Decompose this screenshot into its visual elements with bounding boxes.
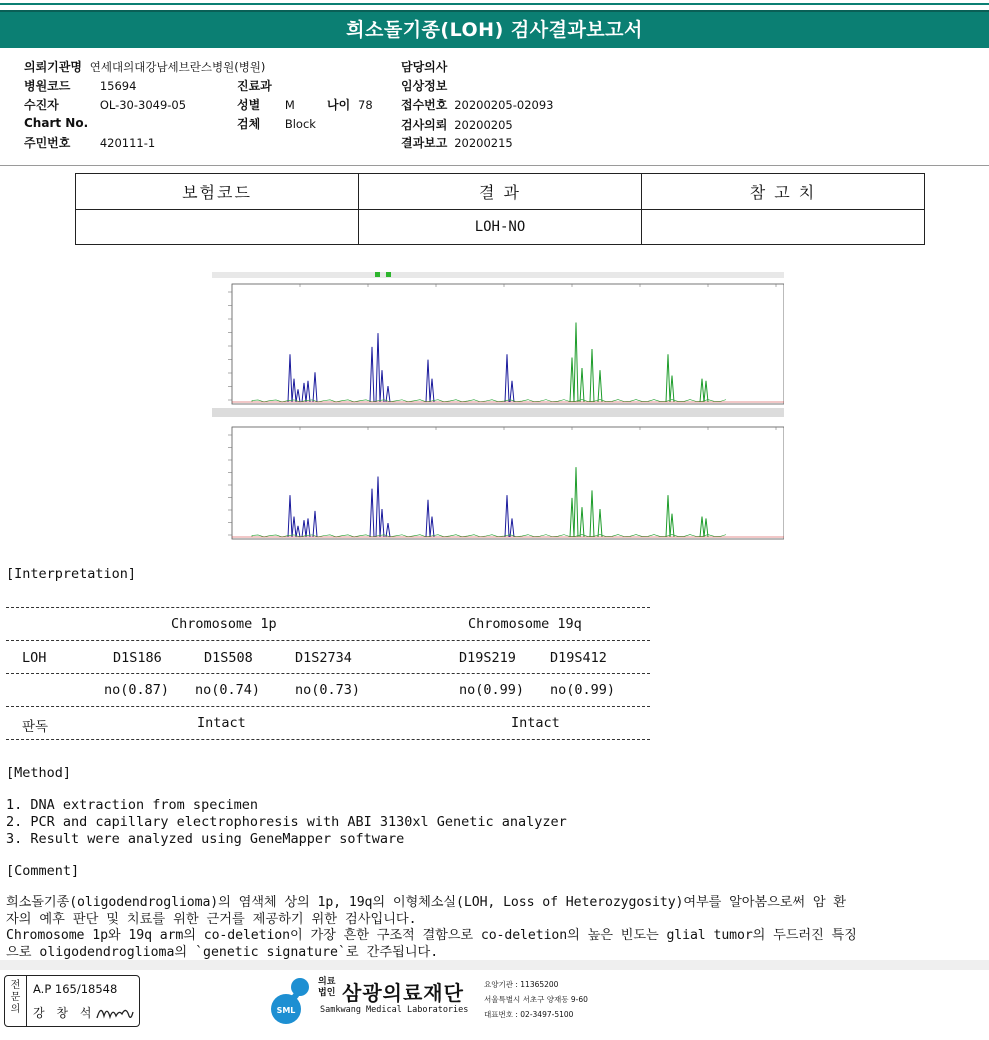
header-value: 연세대의대강남세브란스병원(병원) bbox=[89, 60, 266, 74]
marker-result: no(0.73) bbox=[295, 682, 361, 698]
result-table bbox=[75, 173, 925, 245]
header-label: 임상정보 bbox=[401, 79, 448, 93]
report-title: 희소돌기종(LOH) 검사결과보고서 bbox=[346, 19, 643, 41]
comment-line: 으로 oligodendroglioma의 `genetic signature`로 간주됩니다. bbox=[6, 944, 439, 960]
stamp-license: A.P 165/18548 bbox=[33, 982, 118, 996]
stamp-vertical-text: 전 문 의 bbox=[10, 980, 21, 1015]
marker-result: no(0.99) bbox=[550, 682, 616, 698]
header-label: 검체 bbox=[237, 117, 261, 131]
electropherogram-image bbox=[212, 272, 784, 540]
header-row-patient bbox=[24, 96, 186, 113]
comment-line: 자의 예후 판단 및 치료를 위한 근거를 제공하기 위한 검사입니다. bbox=[6, 911, 417, 927]
divider bbox=[6, 739, 650, 740]
method-item: 3. Result were analyzed using GeneMapper software bbox=[6, 831, 405, 847]
marker-result: no(0.87) bbox=[104, 682, 170, 698]
panel-toolbar bbox=[212, 408, 784, 417]
divider bbox=[6, 673, 650, 674]
header-value: 420111-1 bbox=[99, 136, 156, 150]
interpretation-heading: [Interpretation] bbox=[6, 566, 137, 582]
header-label: 접수번호 bbox=[401, 98, 448, 112]
result-cell: LOH-NO bbox=[359, 210, 642, 245]
header-value: 20200215 bbox=[454, 136, 513, 150]
chromosome-1p-label: Chromosome 1p bbox=[171, 616, 277, 632]
header-row-hospital-code bbox=[24, 77, 136, 94]
header-row-department bbox=[237, 77, 272, 94]
header-row-chart-no bbox=[24, 116, 96, 130]
svg-text:SML: SML bbox=[276, 1006, 296, 1015]
loh-label: LOH bbox=[22, 650, 47, 666]
method-item: 2. PCR and capillary electrophoresis with ABI 3130xl Genetic analyzer bbox=[6, 814, 567, 830]
reading-1p: Intact bbox=[197, 715, 246, 731]
comment-body bbox=[6, 895, 986, 960]
header-label: Chart No. bbox=[24, 116, 89, 130]
header-label: 검사의뢰 bbox=[401, 118, 448, 132]
header-label: 수진자 bbox=[24, 98, 59, 112]
chromosome-19q-label: Chromosome 19q bbox=[468, 616, 582, 632]
toolbar-green-icon bbox=[375, 272, 380, 277]
top-accent-line bbox=[0, 3, 989, 5]
header-row-accession-no bbox=[401, 96, 553, 113]
logo-name: 삼광의료재단 bbox=[342, 981, 464, 1005]
header-value: 15694 bbox=[99, 79, 137, 93]
footer-info: 요양기관 : 11365200 bbox=[484, 980, 559, 989]
specialist-stamp bbox=[4, 975, 140, 1027]
header-label: 담당의사 bbox=[401, 60, 448, 74]
marker-label: D1S2734 bbox=[295, 650, 352, 666]
header-value: Block bbox=[284, 117, 316, 131]
header-row-request-date bbox=[401, 116, 513, 133]
marker-label: D19S412 bbox=[550, 650, 607, 666]
header-label: 병원코드 bbox=[24, 79, 71, 93]
insurance-code-cell bbox=[76, 210, 359, 245]
header-value: M bbox=[284, 98, 295, 112]
marker-label: D19S219 bbox=[459, 650, 516, 666]
header-label: 성별 bbox=[237, 98, 261, 112]
header-row-age bbox=[327, 96, 373, 113]
divider bbox=[6, 607, 650, 608]
header-row-clinical-info bbox=[401, 77, 447, 94]
reading-label: 판독 bbox=[22, 719, 49, 735]
electropherogram-svg bbox=[212, 272, 784, 540]
header-value: 78 bbox=[358, 98, 373, 112]
reference-header: 참 고 치 bbox=[642, 174, 925, 210]
samkwang-logo bbox=[268, 975, 598, 1027]
title-bar bbox=[0, 10, 989, 48]
stamp-name: 강 창 석 bbox=[33, 1006, 96, 1020]
header-label: 결과보고 bbox=[401, 136, 448, 150]
panel-toolbar bbox=[212, 272, 784, 278]
reading-19q: Intact bbox=[511, 715, 560, 731]
logo-english: Samkwang Medical Laboratories bbox=[320, 1005, 469, 1015]
header-label: 주민번호 bbox=[24, 136, 71, 150]
header-row-doctor bbox=[401, 58, 447, 75]
header-row-institution bbox=[24, 58, 265, 75]
marker-label: D1S186 bbox=[113, 650, 162, 666]
header-value: OL-30-3049-05 bbox=[99, 98, 187, 112]
result-header: 결 과 bbox=[359, 174, 642, 210]
toolbar-green-icon bbox=[386, 272, 391, 277]
signature-icon bbox=[95, 1002, 135, 1024]
header-value: 20200205-02093 bbox=[454, 98, 554, 112]
header-divider bbox=[0, 165, 989, 166]
logo-small-text: 의료 법인 bbox=[318, 977, 336, 998]
method-heading: [Method] bbox=[6, 765, 72, 781]
insurance-code-header: 보험코드 bbox=[76, 174, 359, 210]
marker-label: D1S508 bbox=[204, 650, 253, 666]
marker-result: no(0.74) bbox=[195, 682, 261, 698]
header-row-resident-no bbox=[24, 134, 155, 151]
footer-band bbox=[0, 960, 989, 970]
method-item: 1. DNA extraction from specimen bbox=[6, 797, 258, 813]
comment-line: 희소돌기종(oligodendroglioma)의 염색체 상의 1p, 19q의 이형체소실(LOH, Loss of Heterozygosity)여부를 알아봄으로써 암 환 bbox=[6, 895, 846, 910]
header-label: 나이 bbox=[327, 98, 351, 112]
sml-logo-icon bbox=[268, 975, 316, 1027]
comment-line: Chromosome 1p와 19q arm의 co-deletion이 가장 흔한 구조적 결함으로 co-deletion의 높은 빈도는 glial tumor의 두드러진 특징 bbox=[6, 928, 857, 943]
divider bbox=[6, 706, 650, 707]
divider bbox=[6, 640, 650, 641]
header-row-specimen bbox=[237, 115, 316, 132]
comment-heading: [Comment] bbox=[6, 863, 80, 879]
footer-info: 대표번호 : 02-3497-5100 bbox=[484, 1010, 574, 1019]
footer-info: 서울특별시 서초구 양재동 9-60 bbox=[484, 995, 588, 1004]
header-row-sex bbox=[237, 96, 295, 113]
header-label: 진료과 bbox=[237, 79, 272, 93]
marker-result: no(0.99) bbox=[459, 682, 525, 698]
header-value: 20200205 bbox=[454, 118, 513, 132]
reference-cell bbox=[642, 210, 925, 245]
header-label: 의뢰기관명 bbox=[24, 60, 82, 74]
header-row-report-date bbox=[401, 134, 513, 151]
stamp-vertical-label bbox=[5, 976, 27, 1026]
